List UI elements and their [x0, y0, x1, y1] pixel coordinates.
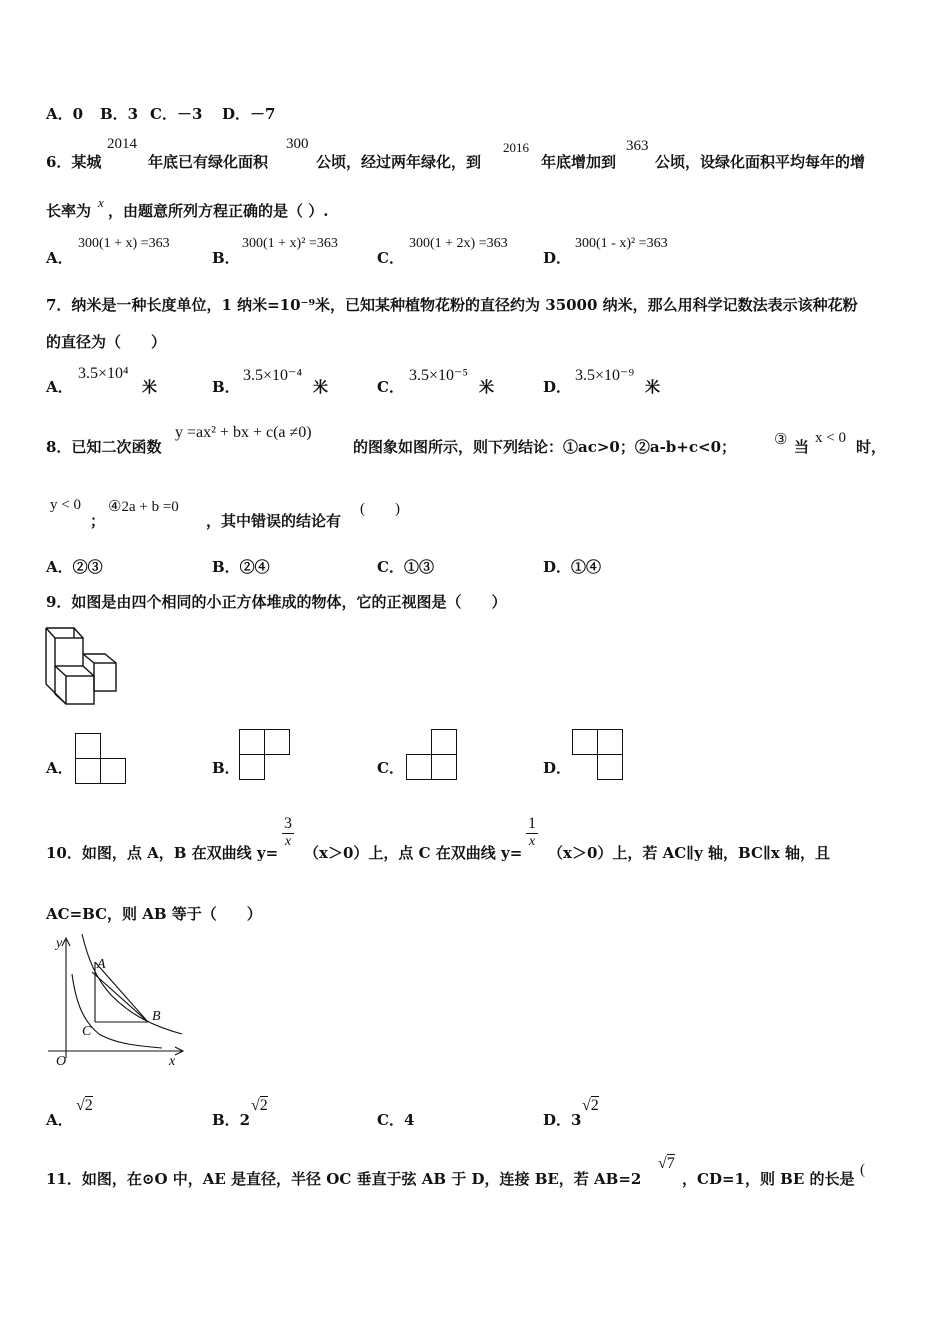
q7-unit-d: 米 [645, 378, 661, 396]
q6-text-2: 年底已有绿化面积 [148, 153, 269, 171]
q10-text-line2: AC=BC，则 AB 等于（ ） [46, 905, 262, 923]
q6-eq-c: 300(1 + 2x) =363 [409, 236, 508, 251]
q8-function: y =ax² + bx + c(a ≠0) [175, 424, 312, 441]
q10-fig-origin-label: O [56, 1054, 67, 1069]
q6-label-c: C． [377, 249, 404, 267]
q7-value-c: 3.5×10⁻⁵ [409, 367, 469, 384]
q10-fig-point-a: A [97, 957, 106, 972]
q10-value-b: √2 [251, 1097, 268, 1114]
q8-text-2: 的图象如图所示，则下列结论：①ac>0；②a-b+c<0； [353, 438, 736, 456]
q8-text-1: 8．已知二次函数 [46, 438, 162, 456]
q6-area-300: 300 [286, 136, 309, 152]
q9-label-a: A． [46, 759, 73, 777]
q5-option-c: C．－3 [150, 105, 203, 123]
q10-label-d: D．3 [543, 1111, 582, 1129]
q6-year-2016: 2016 [503, 140, 529, 155]
q7-text-line2: 的直径为（ ） [46, 333, 167, 351]
q6-variable: x [98, 195, 104, 210]
q5-option-b: B．3 [100, 105, 139, 123]
q9-label-b: B． [212, 759, 240, 777]
q6-label-b: B． [212, 249, 240, 267]
q10-fig-x-label: x [169, 1054, 176, 1069]
q8-conclusion-4: ④2a + b =0 [108, 499, 179, 515]
q10-fig-y-label: y [56, 936, 63, 951]
q10-fraction-3-over-x [282, 815, 294, 850]
q10-label-c: C．4 [377, 1111, 415, 1129]
q10-value-b-radicand: 2 [259, 1097, 268, 1114]
q7-text-line1: 7．纳米是一种长度单位，1 纳米=10⁻⁹米，已知某种植物花粉的直径约为 35000 纳米，那么用科学记数法表示该种花粉 [46, 296, 858, 314]
q10-fig-point-c: C [82, 1024, 92, 1039]
q10-fraction-1-over-x [526, 815, 538, 850]
q10-fraction2-numerator: 1 [528, 815, 536, 832]
q8-semicolon: ； [90, 512, 106, 530]
q10-label-b: B．2 [212, 1111, 251, 1129]
q9-cubes-figure [44, 626, 124, 716]
q6-area-363: 363 [626, 138, 649, 154]
q10-fraction1-numerator: 3 [284, 815, 292, 832]
q10-value-a: √2 [76, 1097, 93, 1114]
q10-value-a-radicand: 2 [84, 1097, 93, 1114]
q7-unit-c: 米 [479, 378, 495, 396]
q5-option-a: A．0 [46, 105, 84, 123]
q7-label-a: A． [46, 378, 73, 396]
q10-label-a: A． [46, 1111, 73, 1129]
q8-option-d: D．①④ [543, 558, 602, 576]
q10-value-d-radicand: 2 [590, 1097, 599, 1114]
q6-eq-b: 300(1 + x)² =363 [242, 236, 338, 251]
q10-hyperbola-figure [44, 934, 194, 1069]
q8-y-condition: y < 0 [50, 497, 81, 513]
q8-paren: ( ) [360, 501, 400, 517]
q6-label-d: D． [543, 249, 572, 267]
q11-text-2: ，CD=1，则 BE 的长是 [682, 1170, 855, 1188]
q7-unit-a: 米 [142, 378, 158, 396]
q10-text-1: 10．如图，点 A，B 在双曲线 y= [46, 844, 279, 862]
q10-text-3: （x＞0）上，若 AC∥y 轴，BC∥x 轴，且 [548, 844, 831, 862]
q8-circle-3: ③ [774, 432, 788, 448]
q7-value-a: 3.5×10⁴ [78, 365, 129, 382]
q6-text-5: 公顷，设绿化面积平均每年的增 [655, 153, 866, 171]
q7-label-c: C． [377, 378, 404, 396]
q8-option-c: C．①③ [377, 558, 434, 576]
q6-text-7: ，由题意所列方程正确的是（ ）. [108, 202, 329, 220]
q10-value-d: √2 [582, 1097, 599, 1114]
q8-option-b: B．②④ [212, 558, 270, 576]
q9-text: 9．如图是由四个相同的小正方体堆成的物体，它的正视图是（ ） [46, 593, 507, 611]
q6-text-1: 6．某城 [46, 153, 102, 171]
q7-value-d: 3.5×10⁻⁹ [575, 367, 635, 384]
q8-condition: x < 0 [815, 430, 846, 446]
q8-text-3: 当 [794, 438, 810, 456]
q9-label-d: D． [543, 759, 572, 777]
q10-fraction2-denominator: x [528, 834, 536, 849]
q6-text-4: 年底增加到 [541, 153, 617, 171]
q10-text-2: （x＞0）上，点 C 在双曲线 y= [304, 844, 523, 862]
q8-text-4: 时， [856, 438, 887, 456]
q6-year-2014: 2014 [107, 136, 137, 152]
q10-fraction1-denominator: x [284, 834, 292, 849]
q7-value-b: 3.5×10⁻⁴ [243, 367, 303, 384]
q7-label-b: B． [212, 378, 240, 396]
q7-unit-b: 米 [313, 378, 329, 396]
q6-text-3: 公顷，经过两年绿化，到 [316, 153, 482, 171]
q8-text-5: ，其中错误的结论有 [206, 512, 342, 530]
q6-eq-d: 300(1 - x)² =363 [575, 236, 668, 251]
q6-text-6: 长率为 [46, 202, 92, 220]
q9-label-c: C． [377, 759, 404, 777]
q5-option-d: D．－7 [222, 105, 276, 123]
q8-option-a: A．②③ [46, 558, 103, 576]
q10-fig-point-b: B [152, 1009, 161, 1024]
q11-text-1: 11．如图，在⊙O 中，AE 是直径，半径 OC 垂直于弦 AB 于 D，连接 BE，若 AB=2 [46, 1170, 642, 1188]
q6-label-a: A． [46, 249, 73, 267]
q11-paren: ( [860, 1162, 865, 1178]
q11-root: √7 [658, 1155, 675, 1172]
q11-root-radicand: 7 [666, 1155, 675, 1172]
q7-label-d: D． [543, 378, 572, 396]
q6-eq-a: 300(1 + x) =363 [78, 236, 170, 251]
